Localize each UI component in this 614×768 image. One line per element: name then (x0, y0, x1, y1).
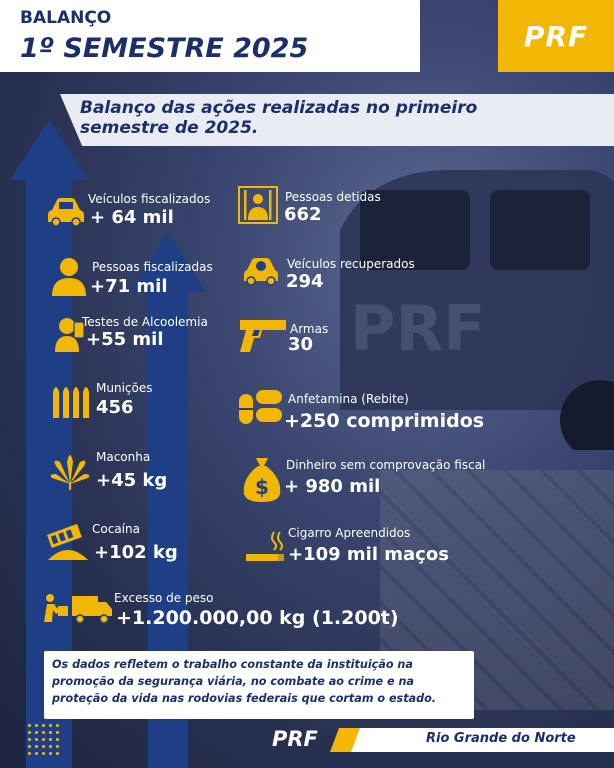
subtitle-line-2: semestre de 2025. (80, 118, 259, 138)
stat-value-cocaine: +102 kg (94, 542, 178, 563)
stat-value-vehicles-inspected: + 64 mil (90, 207, 174, 228)
ammunition-icon (50, 380, 92, 420)
stat-label-ammunition: Munições (96, 381, 153, 395)
stat-value-amphetamine: +250 comprimidos (284, 410, 485, 432)
stat-label-cigarettes: Cigarro Apreendidos (288, 526, 411, 540)
stat-value-people-detained: 662 (284, 204, 322, 225)
notice-line-2: promoção da segurança viária, no combate ao crime e na (52, 675, 414, 688)
recovered-car-icon (242, 254, 280, 288)
svg-text:PRF: PRF (350, 292, 486, 365)
stat-value-people-inspected: +71 mil (90, 276, 168, 297)
cocaine-icon (44, 520, 92, 562)
money-bag-icon (242, 456, 282, 504)
subtitle-line-1: Balanço das ações realizadas no primeiro (80, 98, 478, 118)
stat-label-undeclared-money: Dinheiro sem comprovação fiscal (286, 458, 486, 472)
stat-value-marijuana: +45 kg (96, 470, 168, 491)
gun-icon (238, 318, 288, 354)
prf-logo-text: PRF (523, 19, 589, 53)
truck-icon (42, 592, 114, 626)
breathalyzer-icon (52, 316, 86, 352)
stat-label-weapons: Armas (290, 322, 329, 336)
notice-line-3: proteção da vida nas rodovias federais que cortam o estado. (52, 692, 437, 705)
cannabis-leaf-icon (48, 448, 92, 490)
stat-label-marijuana: Maconha (96, 450, 151, 464)
stat-value-ammunition: 456 (96, 397, 134, 418)
car-icon (46, 196, 86, 228)
stat-value-weapons: 30 (288, 334, 314, 355)
notice-line-1: Os dados refletem o trabalho constante da instituição na (52, 658, 413, 671)
stat-value-alcohol-tests: +55 mil (86, 329, 164, 350)
footer-region: Rio Grande do Norte (426, 731, 576, 746)
stat-label-overweight: Excesso de peso (114, 591, 214, 605)
subtitle (80, 98, 600, 138)
svg-text:$: $ (255, 475, 269, 499)
person-icon (50, 256, 88, 296)
stat-label-alcohol-tests: Testes de Alcoolemia (82, 315, 208, 329)
decorative-dots (26, 722, 60, 756)
cigarette-icon (244, 530, 286, 564)
stat-value-cigarettes: +109 mil maços (288, 544, 449, 565)
header-title-large: 1º SEMESTRE 2025 (20, 33, 309, 64)
jail-icon (238, 186, 278, 224)
stat-label-cocaine: Cocaína (92, 522, 140, 536)
prf-logo-box (498, 0, 614, 72)
notice-text (52, 656, 472, 707)
stat-value-recovered-vehicles: 294 (286, 271, 324, 292)
stat-label-amphetamine: Anfetamina (Rebite) (288, 392, 409, 406)
stat-label-people-inspected: Pessoas fiscalizadas (92, 260, 213, 274)
pills-icon (238, 388, 284, 428)
stat-label-vehicles-inspected: Veículos fiscalizados (88, 192, 211, 206)
stat-label-people-detained: Pessoas detidas (285, 190, 381, 204)
header-title-small: BALANÇO (20, 8, 112, 28)
footer-prf-logo: PRF (272, 727, 318, 751)
stat-label-recovered-vehicles: Veículos recuperados (287, 257, 415, 271)
stat-value-undeclared-money: + 980 mil (284, 476, 381, 497)
stat-value-overweight: +1.200.000,00 kg (1.200t) (116, 607, 399, 629)
